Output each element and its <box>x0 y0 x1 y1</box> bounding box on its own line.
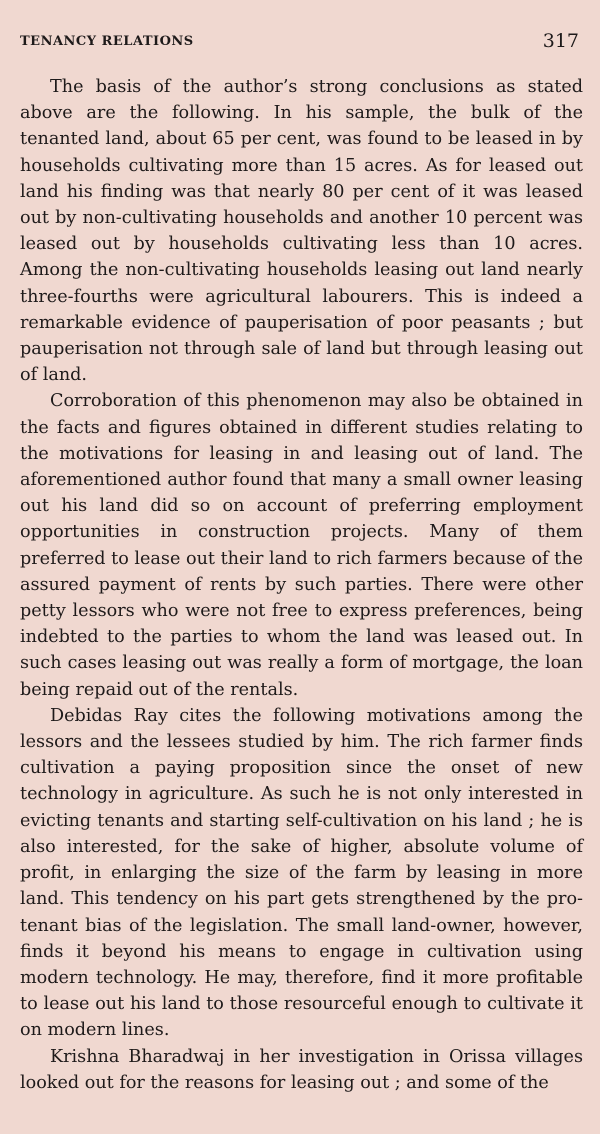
paragraph: Krishna Bharadwaj in her investigation in Orissa villages looked out for the reasons for leasing out ; and some of the <box>20 1046 583 1093</box>
paragraph: Corroboration of this phenomenon may also be obtained in the facts and figures obtained in different studies relating to the motivations for leasing in and leasing out of land. The aforementioned author found that many a small owner leasing out his land did so on account of preferring employment opportunities in construction projects. Many of them preferred to lease out their land to rich farmers because of the assured payment of rents by such parties. There were other petty lessors who were not free to express preferences, being indebted to the parties to whom the land was leased out. In such cases leasing out was really a form of mortgage, the loan being repaid out of the rentals. <box>20 391 583 700</box>
page-header <box>20 30 583 56</box>
running-title: TENANCY RELATIONS <box>20 34 194 49</box>
body-text <box>20 74 583 1096</box>
page-number: 317 <box>542 30 579 52</box>
paragraph: The basis of the author’s strong conclusions as stated above are the following. In his sample, the bulk of the tenanted land, about 65 per cent, was found to be leased in by households cultivating more than 15 acres. As for leased out land his finding was that nearly 80 per cent of it was leased out by non-cultivating households and another 10 percent was leased out by households cultivating less than 10 acres. Among the non-cultivating households leasing out land nearly three-fourths were agricultural labourers. This is indeed a remarkable evidence of pauperisation of poor peasants ; but pauperisation not through sale of land but through leasing out of land. <box>20 77 583 386</box>
paragraph: Debidas Ray cites the following motivations among the lessors and the lessees studied by him. The rich farmer finds cultivation a paying proposition since the onset of new technology in agriculture. As such he is not only interested in evicting tenants and starting self-cultivation on his land ; he is also interested, for the sake of higher, absolute volume of profit, in enlarging the size of the farm by leasing in more land. This tendency on his part gets strengthened by the pro-tenant bias of the legislation. The small land-owner, however, finds it beyond his means to engage in cultivation using modern technology. He may, therefore, find it more profitable to lease out his land to those resourceful enough to cultivate it on modern lines. <box>20 705 583 1041</box>
